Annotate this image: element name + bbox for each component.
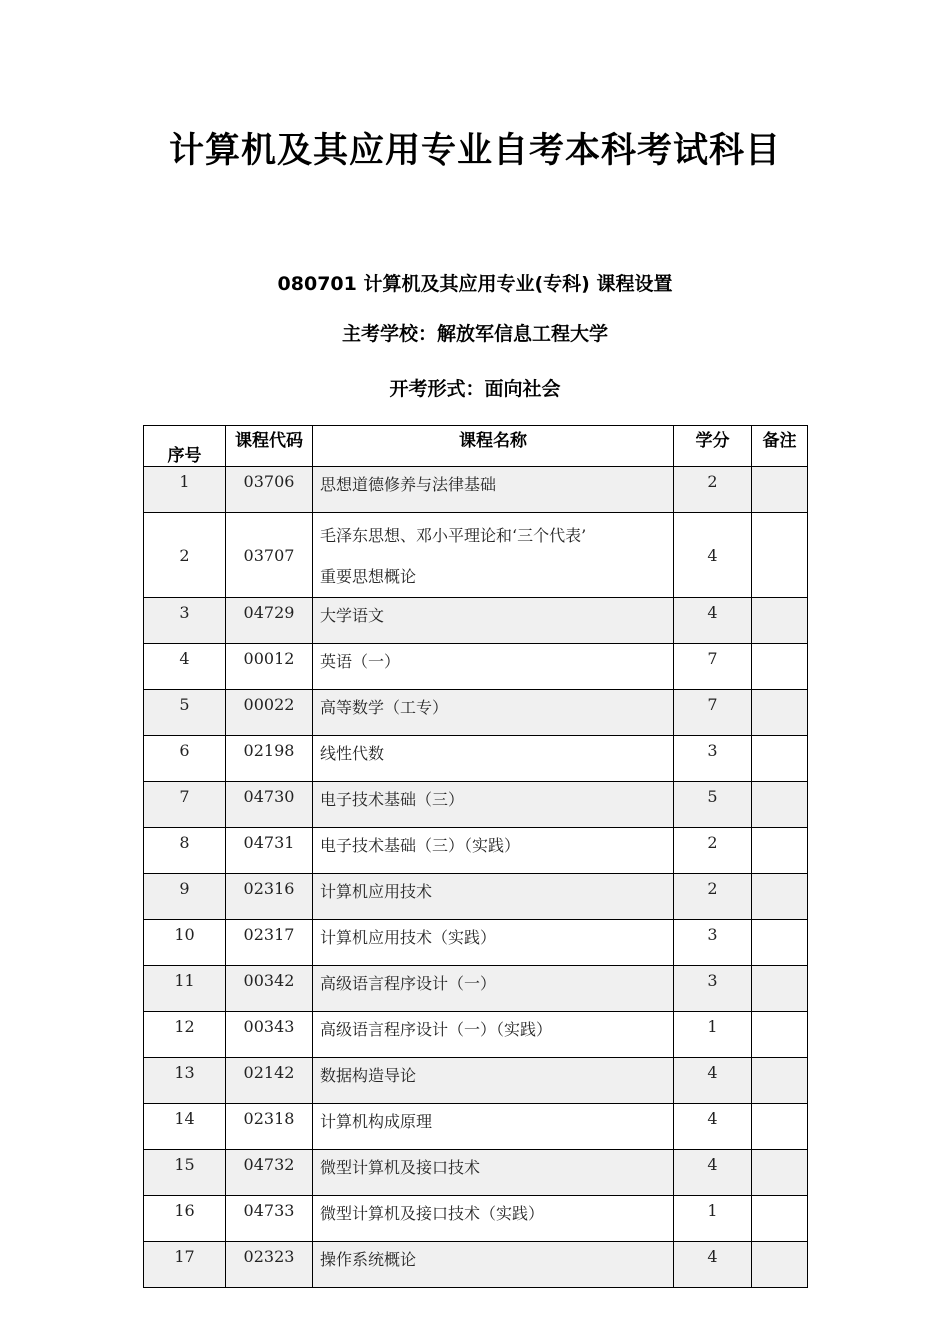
cell-name: 大学语文: [313, 598, 674, 644]
table-row: [144, 966, 808, 1012]
cell-code: 00342: [226, 966, 313, 1012]
cell-code: 02198: [226, 736, 313, 782]
cell-remark: [752, 644, 808, 690]
cell-credit: 4: [674, 1104, 752, 1150]
cell-credit: 3: [674, 920, 752, 966]
cell-seq: 7: [144, 782, 226, 828]
cell-code: 00343: [226, 1012, 313, 1058]
cell-code: 00022: [226, 690, 313, 736]
cell-code: 04732: [226, 1150, 313, 1196]
cell-credit: 7: [674, 644, 752, 690]
cell-code: 04733: [226, 1196, 313, 1242]
cell-remark: [752, 828, 808, 874]
cell-code: 00012: [226, 644, 313, 690]
cell-remark: [752, 736, 808, 782]
table-row: [144, 690, 808, 736]
cell-remark: [752, 874, 808, 920]
cell-name: 线性代数: [313, 736, 674, 782]
cell-credit: 1: [674, 1196, 752, 1242]
table-row: [144, 644, 808, 690]
cell-seq: 9: [144, 874, 226, 920]
header-seq: 序号: [144, 426, 226, 467]
cell-credit: 5: [674, 782, 752, 828]
cell-name: 计算机应用技术: [313, 874, 674, 920]
cell-credit: 3: [674, 966, 752, 1012]
cell-remark: [752, 966, 808, 1012]
cell-code: 02142: [226, 1058, 313, 1104]
cell-credit: 4: [674, 1150, 752, 1196]
cell-name: 操作系统概论: [313, 1242, 674, 1288]
table-row: [144, 467, 808, 513]
cell-code: 03707: [226, 513, 313, 598]
cell-remark: [752, 513, 808, 598]
course-table: [143, 425, 808, 1288]
cell-name: 思想道德修养与法律基础: [313, 467, 674, 513]
cell-name: 微型计算机及接口技术（实践）: [313, 1196, 674, 1242]
header-remark: 备注: [752, 426, 808, 467]
cell-name: 计算机构成原理: [313, 1104, 674, 1150]
cell-remark: [752, 1196, 808, 1242]
cell-code: 02318: [226, 1104, 313, 1150]
cell-credit: 2: [674, 467, 752, 513]
cell-name: 电子技术基础（三）（实践）: [313, 828, 674, 874]
cell-name-line2: 重要思想概论: [320, 567, 417, 586]
cell-name: 数据构造导论: [313, 1058, 674, 1104]
cell-credit: 1: [674, 1012, 752, 1058]
cell-remark: [752, 690, 808, 736]
cell-credit: 4: [674, 1242, 752, 1288]
cell-seq: 17: [144, 1242, 226, 1288]
cell-seq: 4: [144, 644, 226, 690]
cell-remark: [752, 1058, 808, 1104]
document-title: 计算机及其应用专业自考本科考试科目: [168, 131, 781, 171]
table-row: [144, 828, 808, 874]
table-row: [144, 598, 808, 644]
cell-code: 02323: [226, 1242, 313, 1288]
cell-name: 高等数学（工专）: [313, 690, 674, 736]
table-row: [144, 736, 808, 782]
cell-credit: 4: [674, 1058, 752, 1104]
cell-seq: 15: [144, 1150, 226, 1196]
cell-seq: 6: [144, 736, 226, 782]
cell-code: 04730: [226, 782, 313, 828]
cell-credit: 4: [674, 513, 752, 598]
cell-seq: 14: [144, 1104, 226, 1150]
program-subtitle: 080701 计算机及其应用专业(专科) 课程设置: [277, 273, 673, 295]
cell-seq: 10: [144, 920, 226, 966]
cell-remark: [752, 1242, 808, 1288]
table-row: [144, 1012, 808, 1058]
table-row: [144, 1242, 808, 1288]
cell-remark: [752, 1104, 808, 1150]
cell-name: 高级语言程序设计（一）: [313, 966, 674, 1012]
cell-name-line1: 毛泽东思想、邓小平理论和‘三个代表’: [320, 526, 587, 545]
cell-credit: 2: [674, 874, 752, 920]
cell-seq: 8: [144, 828, 226, 874]
cell-credit: 3: [674, 736, 752, 782]
cell-code: 02316: [226, 874, 313, 920]
table-row: [144, 874, 808, 920]
cell-remark: [752, 1012, 808, 1058]
host-school-line: 主考学校：解放军信息工程大学: [341, 323, 608, 345]
exam-form-line: 开考形式：面向社会: [389, 378, 561, 400]
cell-code: 04729: [226, 598, 313, 644]
table-row: [144, 920, 808, 966]
cell-seq: 2: [144, 513, 226, 598]
cell-name: 英语（一）: [313, 644, 674, 690]
cell-code: 03706: [226, 467, 313, 513]
table-row: [144, 1104, 808, 1150]
table-row: [144, 1196, 808, 1242]
table-header-row: [144, 426, 808, 467]
cell-seq: 13: [144, 1058, 226, 1104]
cell-seq: 11: [144, 966, 226, 1012]
cell-seq: 1: [144, 467, 226, 513]
cell-remark: [752, 598, 808, 644]
cell-credit: 2: [674, 828, 752, 874]
cell-name: 微型计算机及接口技术: [313, 1150, 674, 1196]
cell-name: 电子技术基础（三）: [313, 782, 674, 828]
table-row: [144, 1150, 808, 1196]
table-row: [144, 513, 808, 598]
cell-seq: 3: [144, 598, 226, 644]
header-course-name: 课程名称: [313, 426, 674, 467]
cell-code: 02317: [226, 920, 313, 966]
cell-remark: [752, 467, 808, 513]
cell-credit: 4: [674, 598, 752, 644]
cell-credit: 7: [674, 690, 752, 736]
cell-name: 计算机应用技术（实践）: [313, 920, 674, 966]
cell-seq: 12: [144, 1012, 226, 1058]
cell-seq: 5: [144, 690, 226, 736]
table-row: [144, 1058, 808, 1104]
cell-code: 04731: [226, 828, 313, 874]
cell-remark: [752, 920, 808, 966]
cell-name: 高级语言程序设计（一）（实践）: [313, 1012, 674, 1058]
cell-seq: 16: [144, 1196, 226, 1242]
header-credit: 学分: [674, 426, 752, 467]
cell-remark: [752, 782, 808, 828]
cell-name: [313, 513, 674, 598]
cell-remark: [752, 1150, 808, 1196]
header-course-code: 课程代码: [226, 426, 313, 467]
table-row: [144, 782, 808, 828]
